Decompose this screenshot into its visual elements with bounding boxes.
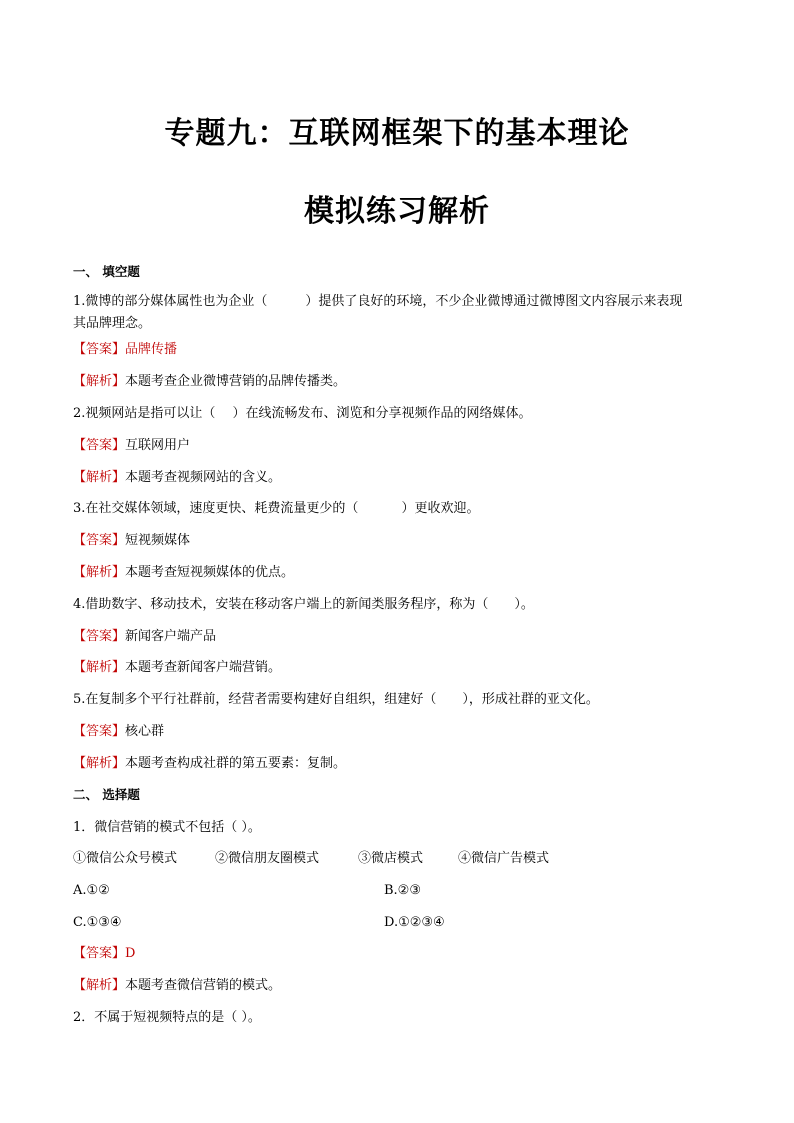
analysis-line-choice-1: [73, 975, 281, 997]
answer-line-choice-1: [73, 943, 135, 965]
choice-item-4: ④微信广告模式: [458, 851, 550, 866]
analysis-tag: 【解析】: [73, 374, 126, 389]
analysis-tag: 【解析】: [73, 978, 126, 993]
analysis-tag: 【解析】: [73, 565, 126, 580]
choice-option-b: B.②③: [384, 883, 421, 898]
analysis-text: 本题考查企业微博营销的品牌传播类。: [125, 374, 347, 389]
answer-line-1: [73, 339, 177, 361]
answer-text: 短视频媒体: [125, 533, 191, 548]
choice-item-2: ②微信朋友圈模式: [215, 851, 320, 866]
choice-question-1: 1．微信营销的模式不包括（ ）。: [73, 820, 261, 835]
answer-tag: 【答案】: [73, 629, 126, 644]
answer-tag: 【答案】: [73, 724, 126, 739]
analysis-text: 本题考查短视频媒体的优点。: [125, 565, 295, 580]
answer-tag: 【答案】: [73, 946, 126, 961]
answer-line-2: [73, 435, 190, 457]
section-heading-choice: 二、 选择题: [73, 787, 140, 802]
analysis-line-1: [73, 371, 346, 393]
answer-text: D: [125, 946, 136, 961]
analysis-text: 本题考查微信营销的模式。: [125, 978, 282, 993]
answer-line-3: [73, 530, 190, 552]
choice-option-c: C.①③④: [73, 915, 122, 930]
analysis-line-3: [73, 562, 294, 584]
page-title: 专题九：互联网框架下的基本理论: [164, 116, 630, 151]
answer-tag: 【答案】: [73, 438, 126, 453]
analysis-text: 本题考查新闻客户端营销。: [125, 660, 282, 675]
answer-text: 互联网用户: [125, 438, 191, 453]
fill-question-2: 2.视频网站是指可以让（ ）在线流畅发布、浏览和分享视频作品的网络媒体。: [73, 406, 532, 421]
analysis-text: 本题考查构成社群的第五要素：复制。: [125, 756, 347, 771]
choice-item-3: ③微店模式: [358, 851, 424, 866]
fill-question-5: 5.在复制多个平行社群前，经营者需要构建好自组织，组建好（ ），形成社群的亚文化。: [73, 692, 599, 707]
fill-question-1-line2: 其品牌理念。: [73, 316, 152, 331]
answer-text: 新闻客户端产品: [125, 629, 217, 644]
analysis-line-2: [73, 467, 281, 489]
fill-question-3: 3.在社交媒体领域，速度更快、耗费流量更少的（ ）更收欢迎。: [73, 501, 480, 516]
answer-line-5: [73, 721, 164, 743]
answer-text: 品牌传播: [125, 342, 178, 357]
analysis-text: 本题考查视频网站的含义。: [125, 470, 282, 485]
analysis-tag: 【解析】: [73, 660, 126, 675]
choice-option-a: A.①②: [73, 883, 110, 898]
choice-item-1: ①微信公众号模式: [73, 851, 178, 866]
fill-question-1-part1: 1.微博的部分媒体属性也为企业（: [73, 294, 268, 309]
section-heading-fill: 一、 填空题: [73, 264, 140, 279]
fill-question-1-part2: ）提供了良好的环境，不少企业微博通过微博图文内容展示来表现: [305, 294, 683, 309]
choice-question-2: 2．不属于短视频特点的是（ ）。: [73, 1010, 261, 1025]
page-subtitle: 模拟练习解析: [304, 194, 490, 229]
choice-option-d: D.①②③④: [384, 915, 445, 930]
answer-tag: 【答案】: [73, 342, 126, 357]
fill-question-1: [73, 291, 682, 313]
analysis-line-4: [73, 657, 281, 679]
fill-question-4: 4.借助数字、移动技术，安装在移动客户端上的新闻类服务程序，称为（ ）。: [73, 597, 534, 612]
answer-text: 核心群: [125, 724, 165, 739]
analysis-tag: 【解析】: [73, 470, 126, 485]
answer-tag: 【答案】: [73, 533, 126, 548]
analysis-tag: 【解析】: [73, 756, 126, 771]
answer-line-4: [73, 626, 216, 648]
analysis-line-5: [73, 753, 346, 775]
